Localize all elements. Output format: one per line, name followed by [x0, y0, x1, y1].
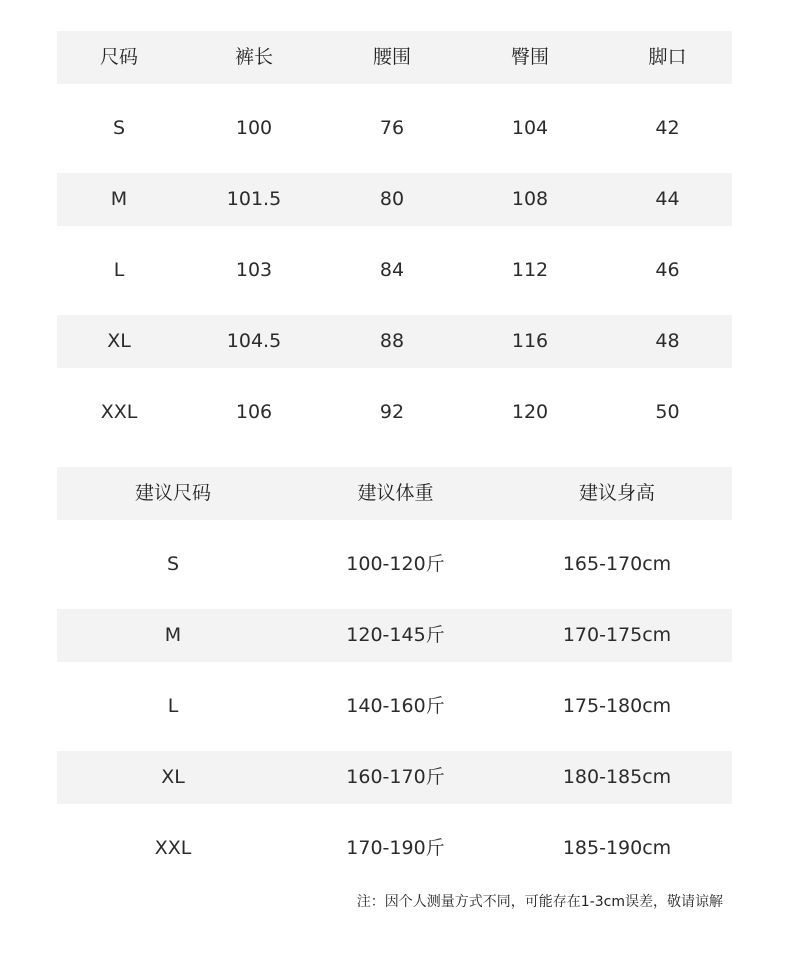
size-chart-table: [57, 31, 732, 439]
table-row: [57, 102, 732, 155]
cell-pants-length: 100: [235, 117, 273, 139]
table-row: [57, 822, 732, 875]
cell-leg-opening: 50: [655, 401, 680, 423]
cell-hip: 120: [511, 401, 549, 423]
header-recommended-weight: 建议体重: [357, 482, 434, 504]
table-row: [57, 315, 732, 368]
cell-pants-length: 106: [235, 401, 273, 423]
cell-pants-length: 101.5: [226, 188, 282, 210]
size-chart-header-row: [57, 31, 732, 84]
cell-size: XL: [107, 330, 131, 352]
header-recommended-height: 建议身高: [578, 482, 655, 504]
cell-waist: 80: [379, 188, 405, 210]
cell-size: S: [112, 117, 126, 139]
cell-recommended-size: XL: [161, 766, 185, 788]
cell-recommended-size: S: [166, 553, 180, 575]
cell-hip: 112: [511, 259, 549, 281]
table-row: [57, 751, 732, 804]
header-recommended-size: 建议尺码: [134, 482, 211, 504]
table-row: [57, 386, 732, 439]
recommendation-table: [57, 467, 732, 875]
header-leg-opening: 脚口: [648, 46, 687, 68]
table-row: [57, 538, 732, 591]
table-row: [57, 244, 732, 297]
cell-hip: 108: [511, 188, 549, 210]
cell-recommended-height: 175-180cm: [562, 695, 672, 717]
cell-hip: 116: [511, 330, 549, 352]
measurement-note: 注：因个人测量方式不同，可能存在1-3cm误差，敬请谅解: [356, 894, 723, 910]
table-row: [57, 609, 732, 662]
cell-recommended-size: XXL: [154, 837, 192, 859]
table-row: [57, 173, 732, 226]
cell-pants-length: 104.5: [226, 330, 282, 352]
cell-recommended-weight: 100-120斤: [346, 553, 445, 575]
header-size: 尺码: [99, 46, 138, 68]
table-row: [57, 680, 732, 733]
cell-recommended-weight: 120-145斤: [346, 624, 445, 646]
cell-recommended-height: 185-190cm: [562, 837, 672, 859]
cell-hip: 104: [511, 117, 549, 139]
cell-waist: 84: [379, 259, 405, 281]
header-pants-length: 裤长: [234, 46, 273, 68]
cell-recommended-height: 180-185cm: [562, 766, 672, 788]
cell-recommended-weight: 160-170斤: [346, 766, 445, 788]
cell-leg-opening: 44: [655, 188, 680, 210]
cell-recommended-weight: 170-190斤: [346, 837, 445, 859]
header-hip: 臀围: [510, 46, 549, 68]
cell-waist: 88: [379, 330, 405, 352]
cell-recommended-height: 165-170cm: [562, 553, 672, 575]
cell-recommended-height: 170-175cm: [562, 624, 672, 646]
header-waist: 腰围: [372, 46, 411, 68]
cell-size: XXL: [100, 401, 138, 423]
cell-recommended-size: L: [167, 695, 179, 717]
recommendation-header-row: [57, 467, 732, 520]
cell-recommended-size: M: [164, 624, 182, 646]
cell-waist: 76: [379, 117, 405, 139]
cell-waist: 92: [379, 401, 405, 423]
cell-pants-length: 103: [235, 259, 273, 281]
cell-size: L: [113, 259, 125, 281]
cell-leg-opening: 46: [655, 259, 680, 281]
cell-size: M: [110, 188, 128, 210]
cell-leg-opening: 48: [655, 330, 680, 352]
cell-leg-opening: 42: [655, 117, 680, 139]
cell-recommended-weight: 140-160斤: [346, 695, 445, 717]
